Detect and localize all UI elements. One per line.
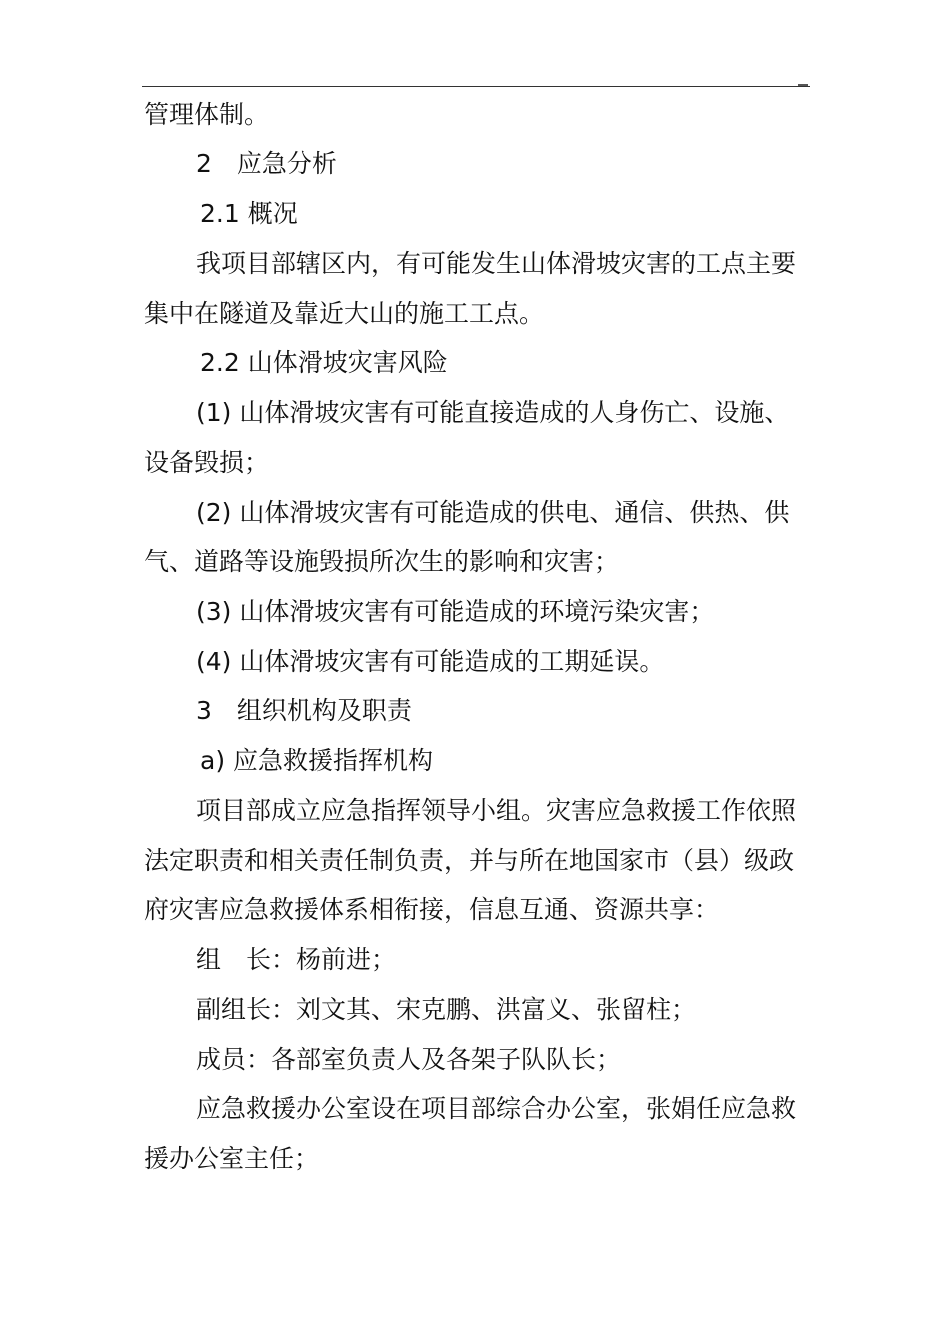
list-item-4: (4) 山体滑坡灾害有可能造成的工期延误。 bbox=[196, 647, 665, 676]
members-line: 成员：各部室负责人及各架子队队长； bbox=[196, 1045, 622, 1074]
list-item-2: (2) 山体滑坡灾害有可能造成的供电、通信、供热、供 bbox=[196, 498, 790, 527]
heading-3: 3 组织机构及职责 bbox=[196, 696, 412, 725]
header-rule bbox=[142, 86, 810, 87]
heading-2-2: 2.2 山体滑坡灾害风险 bbox=[200, 348, 448, 377]
list-item-1: (1) 山体滑坡灾害有可能直接造成的人身伤亡、设施、 bbox=[196, 398, 790, 427]
text-line-22: 援办公室主任； bbox=[144, 1144, 320, 1173]
text-line-1: 管理体制。 bbox=[144, 100, 270, 129]
heading-3-a: a) 应急救援指挥机构 bbox=[200, 746, 434, 775]
text-line-10: 气、道路等设施毁损所次生的影响和灾害； bbox=[144, 547, 620, 576]
text-line-15: 项目部成立应急指挥领导小组。灾害应急救援工作依照 bbox=[196, 796, 797, 825]
leader-line: 组 长：杨前进； bbox=[196, 945, 397, 974]
text-line-21: 应急救援办公室设在项目部综合办公室，张娟任应急救 bbox=[196, 1094, 797, 1123]
header-mark bbox=[798, 84, 808, 86]
text-line-4: 我项目部辖区内，有可能发生山体滑坡灾害的工点主要 bbox=[196, 249, 797, 278]
text-line-5: 集中在隧道及靠近大山的施工工点。 bbox=[144, 299, 545, 328]
text-line-8: 设备毁损； bbox=[144, 448, 270, 477]
heading-2: 2 应急分析 bbox=[196, 149, 337, 178]
deputy-leader-line: 副组长：刘文其、宋克鹏、洪富义、张留柱； bbox=[196, 995, 697, 1024]
list-item-3: (3) 山体滑坡灾害有可能造成的环境污染灾害； bbox=[196, 597, 715, 626]
heading-2-1: 2.1 概况 bbox=[200, 199, 298, 228]
text-line-16: 法定职责和相关责任制负责，并与所在地国家市（县）级政 bbox=[144, 846, 795, 875]
text-line-17: 府灾害应急救援体系相衔接，信息互通、资源共享： bbox=[144, 895, 720, 924]
